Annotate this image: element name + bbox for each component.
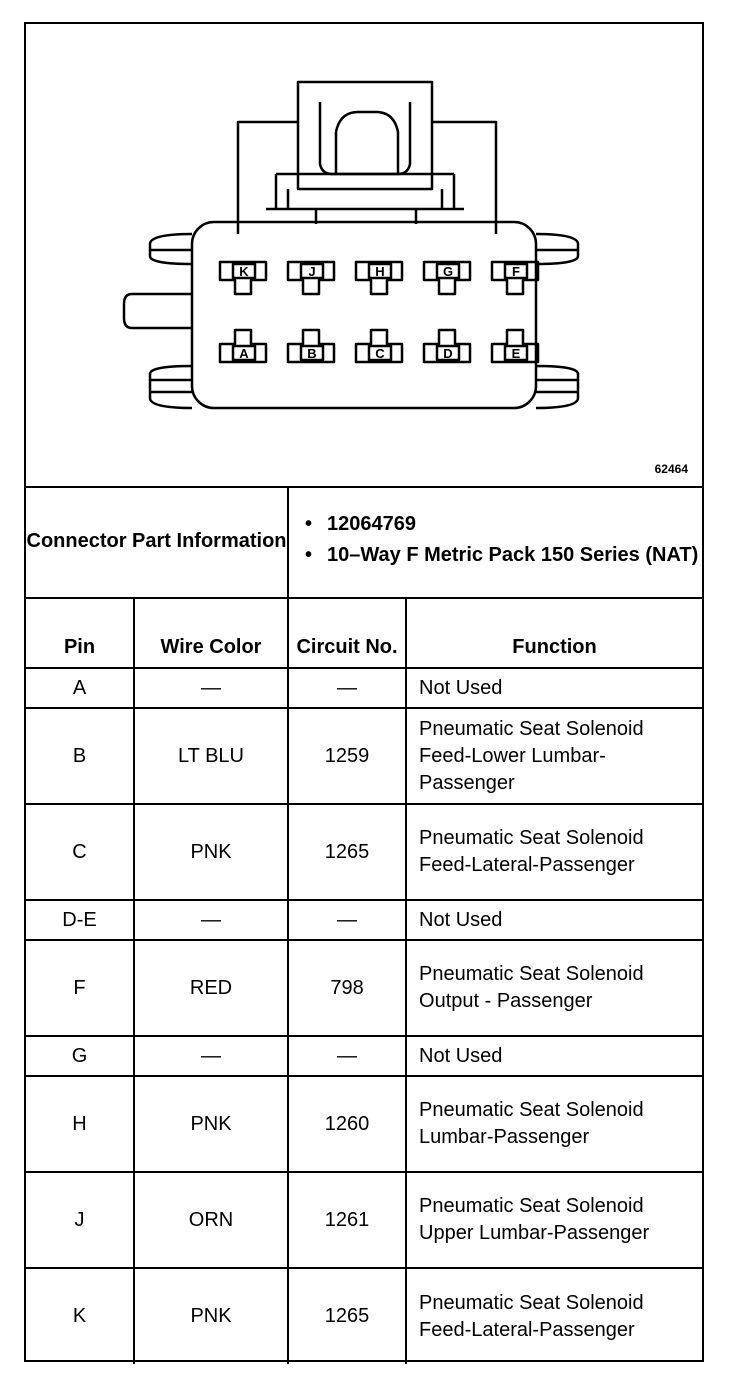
pin-cell: C xyxy=(26,804,134,900)
pin-letter-k: K xyxy=(239,264,249,279)
pin-cell: B xyxy=(26,708,134,804)
table-row xyxy=(26,1076,702,1172)
header-wire-color: Wire Color xyxy=(134,598,288,668)
pin-letter-c: C xyxy=(375,346,385,361)
circuit-cell: 1259 xyxy=(288,708,406,804)
header-circuit: Circuit No. xyxy=(288,598,406,668)
connector-drawing xyxy=(26,24,702,486)
function-cell: Pneumatic Seat Solenoid Lumbar-Passenger xyxy=(406,1076,702,1172)
pin-cell: F xyxy=(26,940,134,1036)
function-cell: Not Used xyxy=(406,1036,702,1076)
connector-diagram xyxy=(26,24,702,488)
figure-id: 62464 xyxy=(654,462,688,476)
wire-color-cell: — xyxy=(134,1036,288,1076)
connector-info-label: Connector Part Information xyxy=(26,486,288,598)
circuit-cell: — xyxy=(288,900,406,940)
circuit-cell: 1261 xyxy=(288,1172,406,1268)
pin-cell: J xyxy=(26,1172,134,1268)
header-row xyxy=(26,598,702,668)
connector-type: • 10–Way F Metric Pack 150 Series (NAT) xyxy=(327,542,702,568)
wire-color-cell: — xyxy=(134,668,288,708)
function-cell: Pneumatic Seat Solenoid Upper Lumbar-Passenger xyxy=(406,1172,702,1268)
pin-letter-j: J xyxy=(308,264,316,279)
pin-rows xyxy=(26,668,702,1364)
pin-cell: D-E xyxy=(26,900,134,940)
pin-letter-e: E xyxy=(511,346,521,361)
pin-cell: K xyxy=(26,1268,134,1364)
table-row xyxy=(26,1268,702,1364)
pin-letter-h: H xyxy=(375,264,385,279)
table-row xyxy=(26,1036,702,1076)
wire-color-cell: PNK xyxy=(134,1268,288,1364)
pin-letter-f: F xyxy=(512,264,520,279)
connector-info-row xyxy=(26,486,702,598)
part-number: • 12064769 xyxy=(327,511,702,537)
wire-color-cell: PNK xyxy=(134,1076,288,1172)
circuit-cell: — xyxy=(288,668,406,708)
pin-cell: H xyxy=(26,1076,134,1172)
function-cell: Not Used xyxy=(406,668,702,708)
pin-cell: G xyxy=(26,1036,134,1076)
connector-table xyxy=(26,486,702,1364)
circuit-cell: 1265 xyxy=(288,1268,406,1364)
function-cell: Pneumatic Seat Solenoid Feed-Lateral-Passenger xyxy=(406,1268,702,1364)
table-row xyxy=(26,1172,702,1268)
circuit-cell: 1265 xyxy=(288,804,406,900)
function-cell: Not Used xyxy=(406,900,702,940)
page-frame xyxy=(24,22,704,1362)
circuit-cell: — xyxy=(288,1036,406,1076)
function-cell: Pneumatic Seat Solenoid Feed-Lateral-Passenger xyxy=(406,804,702,900)
circuit-cell: 798 xyxy=(288,940,406,1036)
wire-color-cell: — xyxy=(134,900,288,940)
table-row xyxy=(26,940,702,1036)
header-pin: Pin xyxy=(26,598,134,668)
table-row xyxy=(26,668,702,708)
table-row xyxy=(26,804,702,900)
function-cell: Pneumatic Seat Solenoid Output - Passenger xyxy=(406,940,702,1036)
wire-color-cell: RED xyxy=(134,940,288,1036)
header-function: Function xyxy=(406,598,702,668)
pin-letter-b: B xyxy=(307,346,317,361)
pin-letter-g: G xyxy=(442,264,454,279)
wire-color-cell: PNK xyxy=(134,804,288,900)
pin-cell: A xyxy=(26,668,134,708)
function-cell: Pneumatic Seat Solenoid Feed-Lower Lumbar-Passenger xyxy=(406,708,702,804)
connector-info-list xyxy=(289,501,702,583)
table-row xyxy=(26,900,702,940)
pin-letter-a: A xyxy=(239,346,249,361)
table-row xyxy=(26,708,702,804)
wire-color-cell: LT BLU xyxy=(134,708,288,804)
connector-info-cell xyxy=(288,486,702,598)
pin-letter-d: D xyxy=(443,346,453,361)
circuit-cell: 1260 xyxy=(288,1076,406,1172)
wire-color-cell: ORN xyxy=(134,1172,288,1268)
